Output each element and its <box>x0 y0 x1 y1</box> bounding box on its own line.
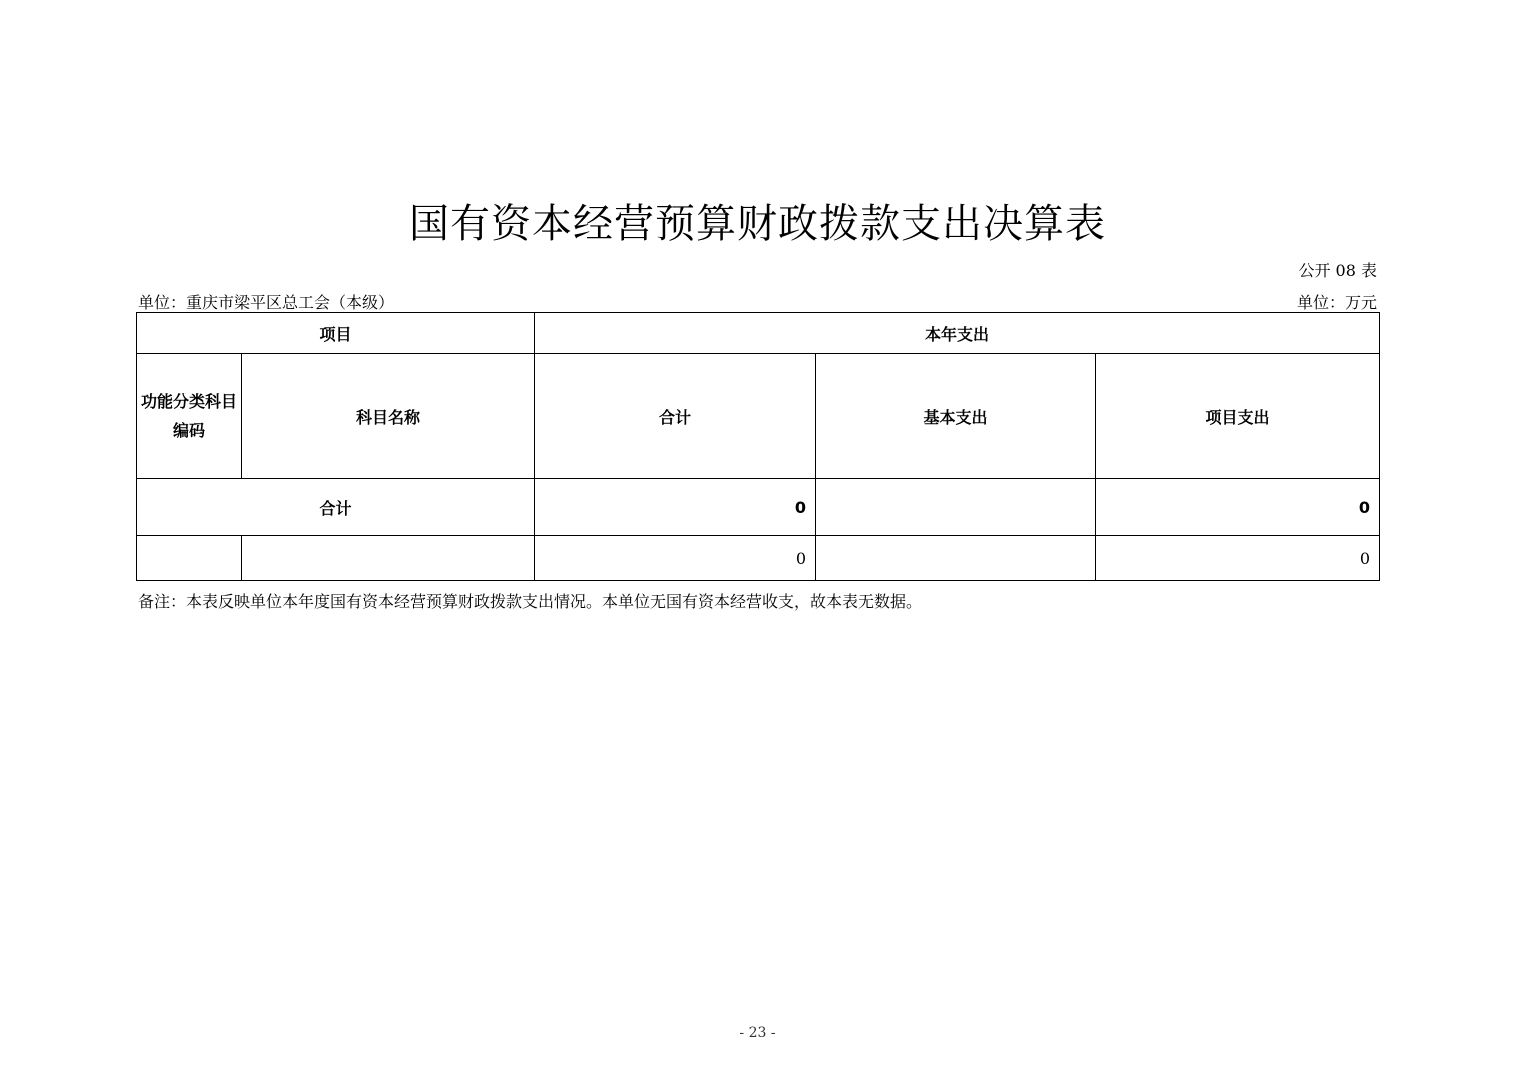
row-project: 0 <box>1096 536 1380 581</box>
page-title: 国有资本经营预算财政拨款支出决算表 <box>409 201 1106 247</box>
unit-organization: 单位：重庆市梁平区总工会（本级） <box>138 293 395 312</box>
unit-currency: 单位：万元 <box>1296 293 1377 312</box>
header-current-year: 本年支出 <box>535 313 1380 354</box>
form-code: 公开 08 表 <box>1298 261 1377 280</box>
header-project: 项目 <box>137 313 535 354</box>
header-basic-expenditure: 基本支出 <box>816 354 1096 479</box>
row-basic <box>816 536 1096 581</box>
header-function-code: 功能分类科目编码 <box>137 354 242 479</box>
header-project-expenditure: 项目支出 <box>1096 354 1380 479</box>
remark-note: 备注：本表反映单位本年度国有资本经营预算财政拨款支出情况。本单位无国有资本经营收支，故本表无数据。 <box>138 592 923 611</box>
row-total: 0 <box>535 536 816 581</box>
total-project: 0 <box>1096 479 1380 536</box>
total-row <box>137 479 1380 536</box>
total-basic <box>816 479 1096 536</box>
table-row <box>137 536 1380 581</box>
table-header-row <box>137 313 1380 354</box>
page-number: - 23 - <box>739 1025 776 1041</box>
header-total: 合计 <box>535 354 816 479</box>
budget-table <box>136 312 1380 581</box>
header-subject-name: 科目名称 <box>242 354 535 479</box>
total-amount: 0 <box>535 479 816 536</box>
total-label: 合计 <box>137 479 535 536</box>
row-subject-name <box>242 536 535 581</box>
table-subheader-row <box>137 354 1380 479</box>
row-code <box>137 536 242 581</box>
